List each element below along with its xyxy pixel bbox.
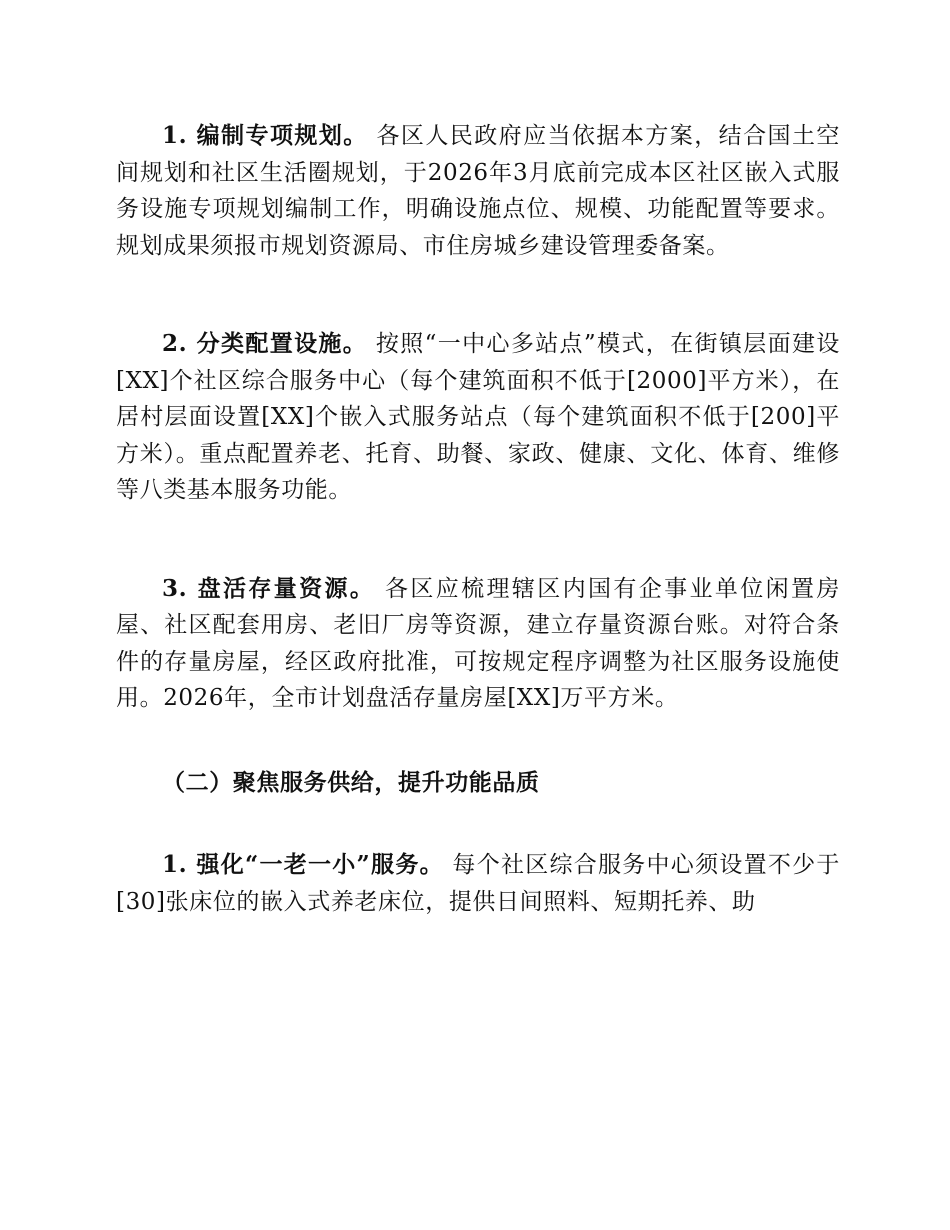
paragraph-resources <box>116 571 840 717</box>
paragraph-facilities <box>116 326 840 509</box>
paragraph-body: 每个社区综合服务中心须设置不少于[30]张床位的嵌入式养老床位，提供日间照料、短期托养、助 <box>116 852 840 915</box>
paragraph-planning <box>116 118 840 264</box>
paragraph-lead: 1. 强化“一老一小”服务。 <box>162 851 444 878</box>
section-heading: （二）聚焦服务供给，提升功能品质 <box>162 768 540 796</box>
paragraph-elderly-child <box>116 847 840 920</box>
paragraph-lead: 1. 编制专项规划。 <box>162 122 368 149</box>
paragraph-body: 各区人民政府应当依据本方案，结合国土空间规划和社区生活圈规划，于2026年3月底前完成本区社区嵌入式服务设施专项规划编制工作，明确设施点位、规模、功能配置等要求。规划成果须报市规划资源局、市住房城乡建设管理委备案。 <box>116 123 840 259</box>
paragraph-lead: 2. 分类配置设施。 <box>162 330 368 357</box>
paragraph-body: 各区应梳理辖区内国有企事业单位闲置房屋、社区配套用房、老旧厂房等资源，建立存量资源台账。对符合条件的存量房屋，经区政府批准，可按规定程序调整为社区服务设施使用。2026年，全市计划盘活存量房屋[XX]万平方米。 <box>116 575 840 711</box>
paragraph-body: 按照“一中心多站点”模式，在街镇层面建设[XX]个社区综合服务中心（每个建筑面积不低于[2000]平方米），在居村层面设置[XX]个嵌入式服务站点（每个建筑面积不低于[200]平方米）。重点配置养老、托育、助餐、家政、健康、文化、体育、维修等八类基本服务功能。 <box>116 331 840 503</box>
paragraph-lead: 3. 盘活存量资源。 <box>162 574 376 602</box>
